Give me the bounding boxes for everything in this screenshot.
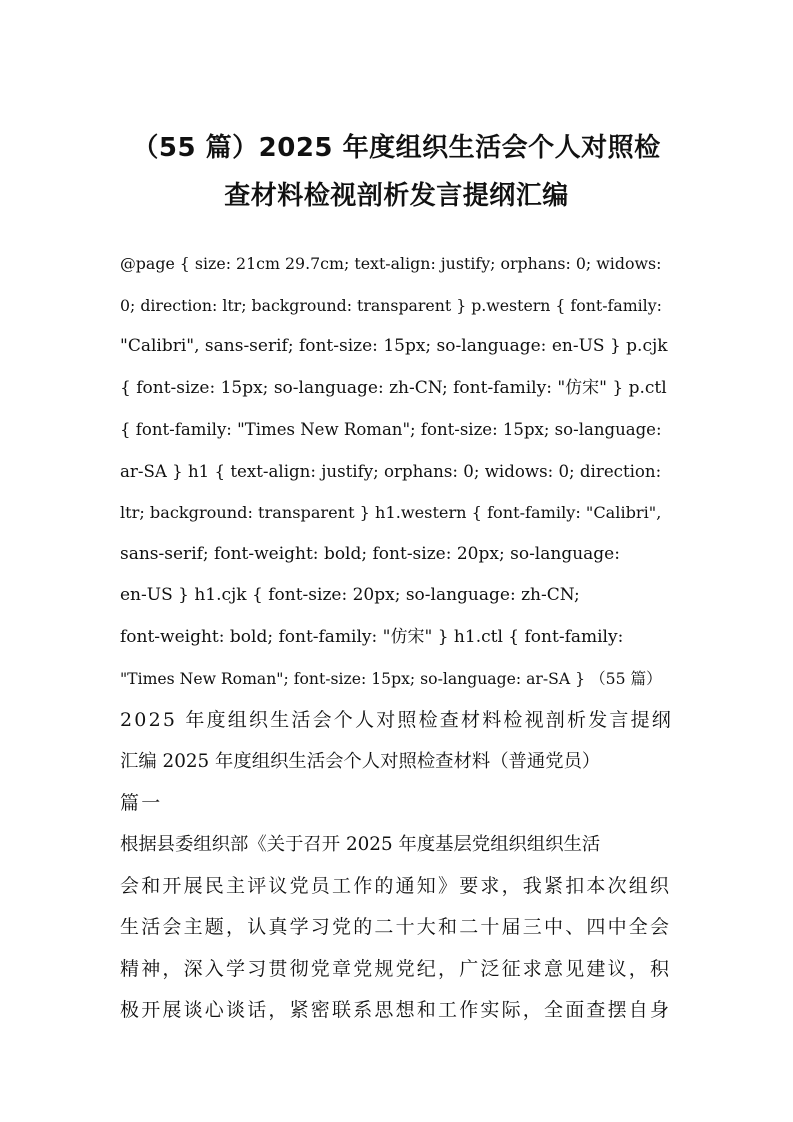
css-text-line: ltr; background: transparent } h1.western { font-family: "Calibri",: [120, 503, 662, 522]
css-text-line: "Calibri", sans-serif; font-size: 15px; so-language: en-US } p.cjk: [120, 336, 668, 356]
css-text-line: en-US } h1.cjk { font-size: 20px; so-language: zh-CN;: [120, 585, 580, 605]
css-text-line: 0; direction: ltr; background: transparent } p.western { font-family:: [120, 295, 662, 315]
document-heading: [120, 700, 673, 825]
paragraph-line: 精神，深入学习贯彻党章党规党纪，广泛征求意见建议，积: [120, 957, 672, 980]
css-text-line: @page { size: 21cm 29.7cm; text-align: justify; orphans: 0; widows:: [120, 254, 662, 273]
paragraph-line: 生活会主题，认真学习党的二十大和二十届三中、四中全会: [120, 916, 672, 938]
paragraph-line: 根据县委组织部《关于召开 2025 年度基层党组织组织生活: [120, 834, 601, 855]
heading-line: 2025 年度组织生活会个人对照检查材料检视剖析发言提纲: [120, 708, 673, 731]
document-body: [120, 243, 673, 1032]
paragraph-line: 极开展谈心谈话，紧密联系思想和工作实际，全面查摆自身: [120, 999, 672, 1021]
css-text-line: { font-size: 15px; so-language: zh-CN; font-family: "仿宋" } p.ctl: [120, 377, 667, 398]
heading-line: 汇编 2025 年度组织生活会个人对照检查材料（普通党员）: [120, 751, 601, 772]
title-line-1: （55 篇）2025 年度组织生活会个人对照检: [132, 133, 661, 163]
css-text-line: ar-SA } h1 { text-align: justify; orphans: 0; widows: 0; direction:: [120, 461, 662, 481]
title-line-2: 查材料检视剖析发言提纲汇编: [224, 181, 569, 211]
css-text-line: { font-family: "Times New Roman"; font-size: 15px; so-language:: [120, 420, 662, 439]
heading-line: 篇一: [120, 791, 163, 814]
document-title: [100, 124, 693, 220]
body-paragraph: [120, 824, 673, 1032]
paragraph-line: 会和开展民主评议党员工作的通知》要求，我紧扣本次组织: [120, 874, 672, 897]
css-text-line: "Times New Roman"; font-size: 15px; so-language: ar-SA } （55 篇）: [120, 669, 662, 688]
css-text-line: sans-serif; font-weight: bold; font-size: 20px; so-language:: [120, 543, 620, 564]
css-text-line: font-weight: bold; font-family: "仿宋" } h1.ctl { font-family:: [120, 626, 624, 647]
css-text-block: [120, 243, 673, 700]
